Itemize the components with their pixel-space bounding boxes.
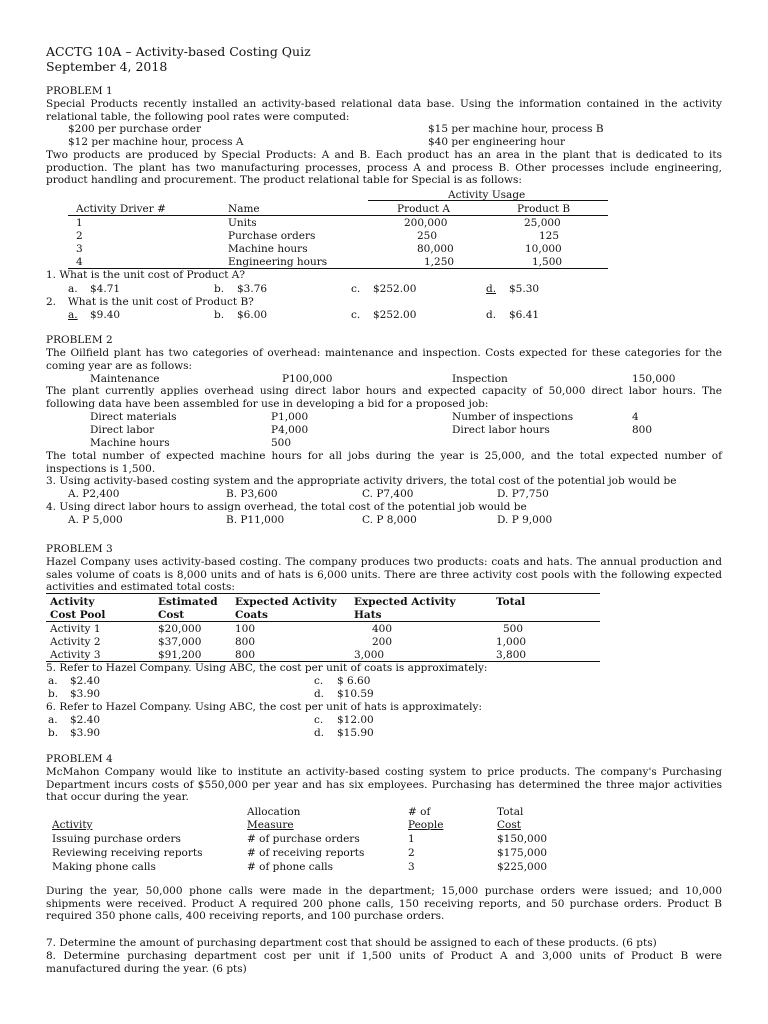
option-letter: c. [314,675,324,687]
table-cell: 125 [539,230,560,242]
option: A. P 5,000 [68,514,123,526]
problem-2-intro: The Oilfield plant has two categories of overhead: maintenance and inspection. Costs expected for these categories for the coming year are as follows: [46,347,722,372]
problem-4-body: During the year, 50,000 phone calls were made in the department; 15,000 purchase orders were issued; and 10,000 shipments were received. Product A required 200 phone calls, 150 receiving reports, and 50 purchase orders. Product B required 350 phone calls, 400 receiving reports, and 100 purchase orders. [46,885,722,923]
question-2-number: 2. [46,296,57,308]
option: C. P7,400 [362,488,414,500]
option-letter: c. [351,309,361,321]
problem-1-body: Two products are produced by Special Products: A and B. Each product has an area in the plant that is dedicated to its production. The plant has two manufacturing processes, process A and process B. Other processes include engineering, product handling and procurement. The product relational table for Special is as follows: [46,149,722,187]
table-cell: 500 [503,623,524,635]
table-cell: 800 [235,636,256,648]
option-letter: c. [351,283,361,295]
option-value: $3.90 [70,727,101,739]
table-cell: 4 [76,256,83,268]
table-cell: Machine hours [228,243,308,255]
column-header: Name [228,203,260,215]
column-header: Cost [158,609,185,621]
column-header: Estimated [158,596,218,608]
option: D. P7,750 [497,488,549,500]
problem-4-heading: PROBLEM 4 [46,753,113,765]
column-header: Activity [52,819,93,831]
table-cell: Units [228,217,257,229]
option-letter: d. [486,309,497,321]
option: B. P11,000 [226,514,285,526]
option-letter: a. [48,714,58,726]
option-value: $3.90 [70,688,101,700]
column-header: # of [408,806,431,818]
table-cell: $37,000 [158,636,202,648]
table-cell: Purchase orders [228,230,316,242]
option-value: $3.76 [237,283,268,295]
job-value: 500 [271,437,292,449]
option: A. P2,400 [68,488,120,500]
option-value: $252.00 [373,283,417,295]
question-8: 8. Determine purchasing department cost per unit if 1,500 units of Product A and 3,000 units of Product B were manufactured during the year. (6 pts) [46,950,722,975]
table-rule [368,200,608,201]
job-value: P1,000 [271,411,309,423]
rate-engineering: $40 per engineering hour [428,136,565,148]
table-cell: Activity 3 [50,649,101,661]
question-7: 7. Determine the amount of purchasing department cost that should be assigned to each of these products. (6 pts) [46,937,657,949]
problem-3-heading: PROBLEM 3 [46,543,113,555]
option-letter: c. [314,714,324,726]
job-value: 4 [632,411,639,423]
table-cell: 1 [76,217,83,229]
column-header: Cost Pool [50,609,106,621]
job-label: Machine hours [90,437,170,449]
table-cell: 80,000 [417,243,454,255]
column-header: Cost [497,819,521,831]
table-cell: $225,000 [497,861,548,873]
column-header: Coats [235,609,268,621]
column-header: Expected Activity [235,596,337,608]
table-cell: 1,500 [532,256,563,268]
job-label: Number of inspections [452,411,574,423]
option-value: $2.40 [70,714,101,726]
problem-2-heading: PROBLEM 2 [46,334,113,346]
option-letter: b. [48,688,59,700]
option-value: $4.71 [90,283,121,295]
table-cell: Activity 2 [50,636,101,648]
problem-3-intro: Hazel Company uses activity-based costing. The company produces two products: coats and hats. The annual production and sales volume of coats is 8,000 units and of hats is 6,000 units. There are three activity cost pools with the following expected activities and estimated total costs: [46,556,722,594]
question-3: 3. Using activity-based costing system and the appropriate activity drivers, the total cost of the potential job would be [46,475,677,487]
table-rule [68,215,608,216]
table-cell: 10,000 [525,243,562,255]
column-header: Total [496,596,526,608]
option: C. P 8,000 [362,514,417,526]
table-cell: 3,800 [496,649,527,661]
inspection-label: Inspection [452,373,508,385]
table-cell: 2 [408,847,415,859]
table-cell: Issuing purchase orders [52,833,181,845]
option-letter: d. [486,283,497,295]
column-header: Product A [397,203,450,215]
option-value: $10.59 [337,688,374,700]
column-header: Expected Activity [354,596,456,608]
job-value: 800 [632,424,653,436]
option-value: $ 6.60 [337,675,371,687]
table-cell: 3 [76,243,83,255]
table-cell: 400 [372,623,393,635]
question-5: 5. Refer to Hazel Company. Using ABC, the cost per unit of coats is approximately: [46,662,488,674]
job-value: P4,000 [271,424,309,436]
table-cell: 3,000 [354,649,385,661]
table-cell: $150,000 [497,833,548,845]
table-rule [46,593,600,594]
inspection-cost: 150,000 [632,373,676,385]
maintenance-label: Maintenance [90,373,160,385]
option-value: $15.90 [337,727,374,739]
option-letter: a. [68,309,78,321]
option-letter: d. [314,688,325,700]
table-cell: # of purchase orders [247,833,360,845]
option-value: $9.40 [90,309,121,321]
rate-process-b: $15 per machine hour, process B [428,123,604,135]
question-6: 6. Refer to Hazel Company. Using ABC, the cost per unit of hats is approximately: [46,701,482,713]
problem-1-heading: PROBLEM 1 [46,85,113,97]
column-header: Total [497,806,524,818]
column-header: People [408,819,444,831]
table-cell: 100 [235,623,256,635]
table-cell: 1,250 [424,256,455,268]
table-cell: 250 [417,230,438,242]
table-cell: $91,200 [158,649,202,661]
column-header: Allocation [247,806,301,818]
rate-purchase-order: $200 per purchase order [68,123,201,135]
table-cell: 1 [408,833,415,845]
option-letter: d. [314,727,325,739]
option: D. P 9,000 [497,514,553,526]
table-cell: 1,000 [496,636,527,648]
table-cell: 2 [76,230,83,242]
column-header: Activity [50,596,95,608]
job-label: Direct labor hours [452,424,550,436]
option-letter: b. [214,309,225,321]
maintenance-cost: P100,000 [282,373,333,385]
problem-4-intro: McMahon Company would like to institute an activity-based costing system to price products. The company's Purchasing Department incurs costs of $550,000 per year and has six employees. Purchasing has determined the three major activities that occur during the year. [46,766,722,804]
option-letter: b. [214,283,225,295]
option-value: $2.40 [70,675,101,687]
option-letter: b. [48,727,59,739]
option-letter: a. [68,283,78,295]
option-value: $252.00 [373,309,417,321]
table-cell: # of phone calls [247,861,334,873]
table-cell: Making phone calls [52,861,156,873]
table-cell: 200,000 [404,217,448,229]
job-label: Direct labor [90,424,155,436]
table-rule [46,621,600,622]
option: B. P3,600 [226,488,278,500]
option-value: $5.30 [509,283,540,295]
job-label: Direct materials [90,411,177,423]
rate-process-a: $12 per machine hour, process A [68,136,244,148]
activity-usage-header: Activity Usage [448,189,526,201]
table-cell: 3 [408,861,415,873]
option-value: $12.00 [337,714,374,726]
problem-2-body: The plant currently applies overhead using direct labor hours and expected capacity of 50,000 direct labor hours. The following data have been assembled for use in developing a bid for a proposed job: [46,385,722,410]
column-header: Hats [354,609,382,621]
table-cell: Reviewing receiving reports [52,847,203,859]
problem-1-intro: Special Products recently installed an activity-based relational data base. Using the information contained in the activity relational table, the following pool rates were computed: [46,98,722,123]
question-2: What is the unit cost of Product B? [68,296,254,308]
quiz-date: September 4, 2018 [46,59,168,74]
question-1: 1. What is the unit cost of Product A? [46,269,246,281]
table-cell: Engineering hours [228,256,328,268]
option-value: $6.41 [509,309,540,321]
option-letter: a. [48,675,58,687]
option-value: $6.00 [237,309,268,321]
table-cell: $20,000 [158,623,202,635]
table-cell: $175,000 [497,847,548,859]
column-header: Activity Driver # [76,203,166,215]
problem-2-note: The total number of expected machine hours for all jobs during the year is 25,000, and the total expected number of inspections is 1,500. [46,450,722,475]
table-cell: # of receiving reports [247,847,365,859]
column-header: Measure [247,819,294,831]
table-cell: 25,000 [524,217,561,229]
table-cell: 800 [235,649,256,661]
course-title: ACCTG 10A – Activity-based Costing Quiz [46,44,311,59]
table-cell: Activity 1 [50,623,101,635]
table-cell: 200 [372,636,393,648]
column-header: Product B [517,203,571,215]
question-4: 4. Using direct labor hours to assign overhead, the total cost of the potential job would be [46,501,527,513]
